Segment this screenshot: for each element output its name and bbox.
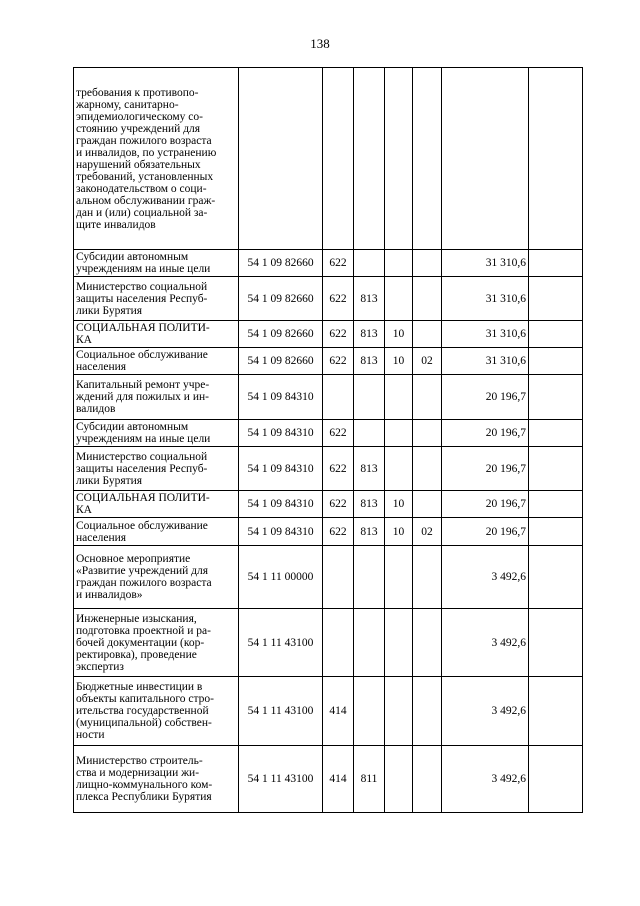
amount-value: 20 196,7	[442, 447, 529, 491]
expense-type-code	[323, 546, 354, 609]
administrator-code	[354, 375, 385, 420]
amount-value: 20 196,7	[442, 491, 529, 518]
amount-value: 20 196,7	[442, 518, 529, 546]
table-row	[74, 321, 583, 348]
table-row	[74, 546, 583, 609]
subsection-code: 02	[413, 518, 442, 546]
expense-type-code: 622	[323, 321, 354, 348]
section-code: 10	[385, 348, 413, 375]
expense-type-code: 622	[323, 447, 354, 491]
table-row	[74, 250, 583, 277]
table-row	[74, 609, 583, 677]
empty-cell	[529, 348, 583, 375]
subsection-code	[413, 277, 442, 321]
expense-name: СОЦИАЛЬНАЯ ПОЛИТИ- КА	[74, 491, 239, 518]
administrator-code: 813	[354, 447, 385, 491]
table-row	[74, 375, 583, 420]
administrator-code: 811	[354, 746, 385, 813]
amount-value: 3 492,6	[442, 746, 529, 813]
empty-cell	[529, 321, 583, 348]
target-article-code: 54 1 11 43100	[239, 677, 323, 746]
table-row	[74, 447, 583, 491]
expense-name: Инженерные изыскания, подготовка проектной и ра- бочей документации (кор- ректировка), проведение экспертиз	[74, 609, 239, 677]
expense-type-code: 622	[323, 518, 354, 546]
target-article-code: 54 1 09 84310	[239, 518, 323, 546]
subsection-code	[413, 447, 442, 491]
empty-cell	[529, 491, 583, 518]
empty-cell	[529, 546, 583, 609]
section-code	[385, 375, 413, 420]
administrator-code: 813	[354, 348, 385, 375]
amount-value: 31 310,6	[442, 277, 529, 321]
target-article-code: 54 1 11 43100	[239, 609, 323, 677]
empty-cell	[529, 677, 583, 746]
subsection-code	[413, 677, 442, 746]
target-article-code: 54 1 09 82660	[239, 277, 323, 321]
subsection-code	[413, 420, 442, 447]
expense-name: СОЦИАЛЬНАЯ ПОЛИТИ- КА	[74, 321, 239, 348]
administrator-code: 813	[354, 321, 385, 348]
administrator-code: 813	[354, 518, 385, 546]
section-code	[385, 68, 413, 250]
subsection-code	[413, 491, 442, 518]
target-article-code: 54 1 09 84310	[239, 375, 323, 420]
subsection-code: 02	[413, 348, 442, 375]
table-row	[74, 348, 583, 375]
section-code	[385, 250, 413, 277]
expense-type-code: 414	[323, 677, 354, 746]
section-code: 10	[385, 518, 413, 546]
budget-table	[73, 67, 583, 813]
expense-type-code: 622	[323, 491, 354, 518]
administrator-code: 813	[354, 491, 385, 518]
target-article-code: 54 1 11 00000	[239, 546, 323, 609]
expense-type-code: 622	[323, 277, 354, 321]
table-row	[74, 277, 583, 321]
expense-name: Капитальный ремонт учре- ждений для пожилых и ин- валидов	[74, 375, 239, 420]
empty-cell	[529, 375, 583, 420]
section-code: 10	[385, 491, 413, 518]
subsection-code	[413, 375, 442, 420]
amount-value: 3 492,6	[442, 609, 529, 677]
page-number: 138	[310, 36, 330, 51]
expense-type-code: 622	[323, 420, 354, 447]
expense-name: Министерство социальной защиты населения Респуб- лики Бурятия	[74, 277, 239, 321]
section-code	[385, 447, 413, 491]
subsection-code	[413, 250, 442, 277]
empty-cell	[529, 447, 583, 491]
target-article-code: 54 1 09 82660	[239, 321, 323, 348]
table-row	[74, 746, 583, 813]
section-code	[385, 546, 413, 609]
expense-type-code: 622	[323, 348, 354, 375]
amount-value: 20 196,7	[442, 375, 529, 420]
section-code	[385, 677, 413, 746]
budget-table-body	[74, 68, 583, 813]
table-row	[74, 491, 583, 518]
administrator-code	[354, 677, 385, 746]
administrator-code: 813	[354, 277, 385, 321]
expense-name: Министерство социальной защиты населения Респуб- лики Бурятия	[74, 447, 239, 491]
target-article-code: 54 1 09 84310	[239, 447, 323, 491]
empty-cell	[529, 277, 583, 321]
subsection-code	[413, 68, 442, 250]
administrator-code	[354, 420, 385, 447]
administrator-code	[354, 609, 385, 677]
target-article-code: 54 1 09 84310	[239, 420, 323, 447]
empty-cell	[529, 518, 583, 546]
table-row	[74, 68, 583, 250]
section-code	[385, 746, 413, 813]
expense-name: Социальное обслуживание населения	[74, 518, 239, 546]
amount-value: 31 310,6	[442, 321, 529, 348]
empty-cell	[529, 746, 583, 813]
section-code: 10	[385, 321, 413, 348]
table-row	[74, 677, 583, 746]
expense-name: Основное мероприятие «Развитие учреждений для граждан пожилого возраста и инвалидов»	[74, 546, 239, 609]
expense-name: Социальное обслуживание населения	[74, 348, 239, 375]
amount-value: 3 492,6	[442, 546, 529, 609]
target-article-code: 54 1 09 84310	[239, 491, 323, 518]
empty-cell	[529, 250, 583, 277]
target-article-code	[239, 68, 323, 250]
target-article-code: 54 1 09 82660	[239, 250, 323, 277]
amount-value: 3 492,6	[442, 677, 529, 746]
expense-type-code: 622	[323, 250, 354, 277]
expense-name: Субсидии автономным учреждениям на иные цели	[74, 420, 239, 447]
section-code	[385, 420, 413, 447]
administrator-code	[354, 546, 385, 609]
subsection-code	[413, 746, 442, 813]
expense-name: Бюджетные инвестиции в объекты капитального стро- ительства государственной (муниципальной) собствен- ности	[74, 677, 239, 746]
target-article-code: 54 1 11 43100	[239, 746, 323, 813]
empty-cell	[529, 609, 583, 677]
amount-value: 20 196,7	[442, 420, 529, 447]
expense-name: Субсидии автономным учреждениям на иные цели	[74, 250, 239, 277]
section-code	[385, 609, 413, 677]
table-row	[74, 518, 583, 546]
section-code	[385, 277, 413, 321]
target-article-code: 54 1 09 82660	[239, 348, 323, 375]
table-row	[74, 420, 583, 447]
administrator-code	[354, 68, 385, 250]
amount-value	[442, 68, 529, 250]
expense-name: требования к противопо- жарному, санитарно- эпидемиологическому со- стоянию учреждений для граждан пожилого возраста и инвалидов, по устранению нарушений обязательных требований, установленных законодательством о соци- альном обслуживании граж- дан и (или) социальной за- щите инвалидов	[74, 68, 239, 250]
expense-type-code	[323, 68, 354, 250]
subsection-code	[413, 546, 442, 609]
empty-cell	[529, 420, 583, 447]
expense-name: Министерство строитель- ства и модернизации жи- лищно-коммунального ком- плекса Республики Бурятия	[74, 746, 239, 813]
expense-type-code: 414	[323, 746, 354, 813]
empty-cell	[529, 68, 583, 250]
subsection-code	[413, 321, 442, 348]
subsection-code	[413, 609, 442, 677]
amount-value: 31 310,6	[442, 250, 529, 277]
expense-type-code	[323, 375, 354, 420]
amount-value: 31 310,6	[442, 348, 529, 375]
administrator-code	[354, 250, 385, 277]
expense-type-code	[323, 609, 354, 677]
